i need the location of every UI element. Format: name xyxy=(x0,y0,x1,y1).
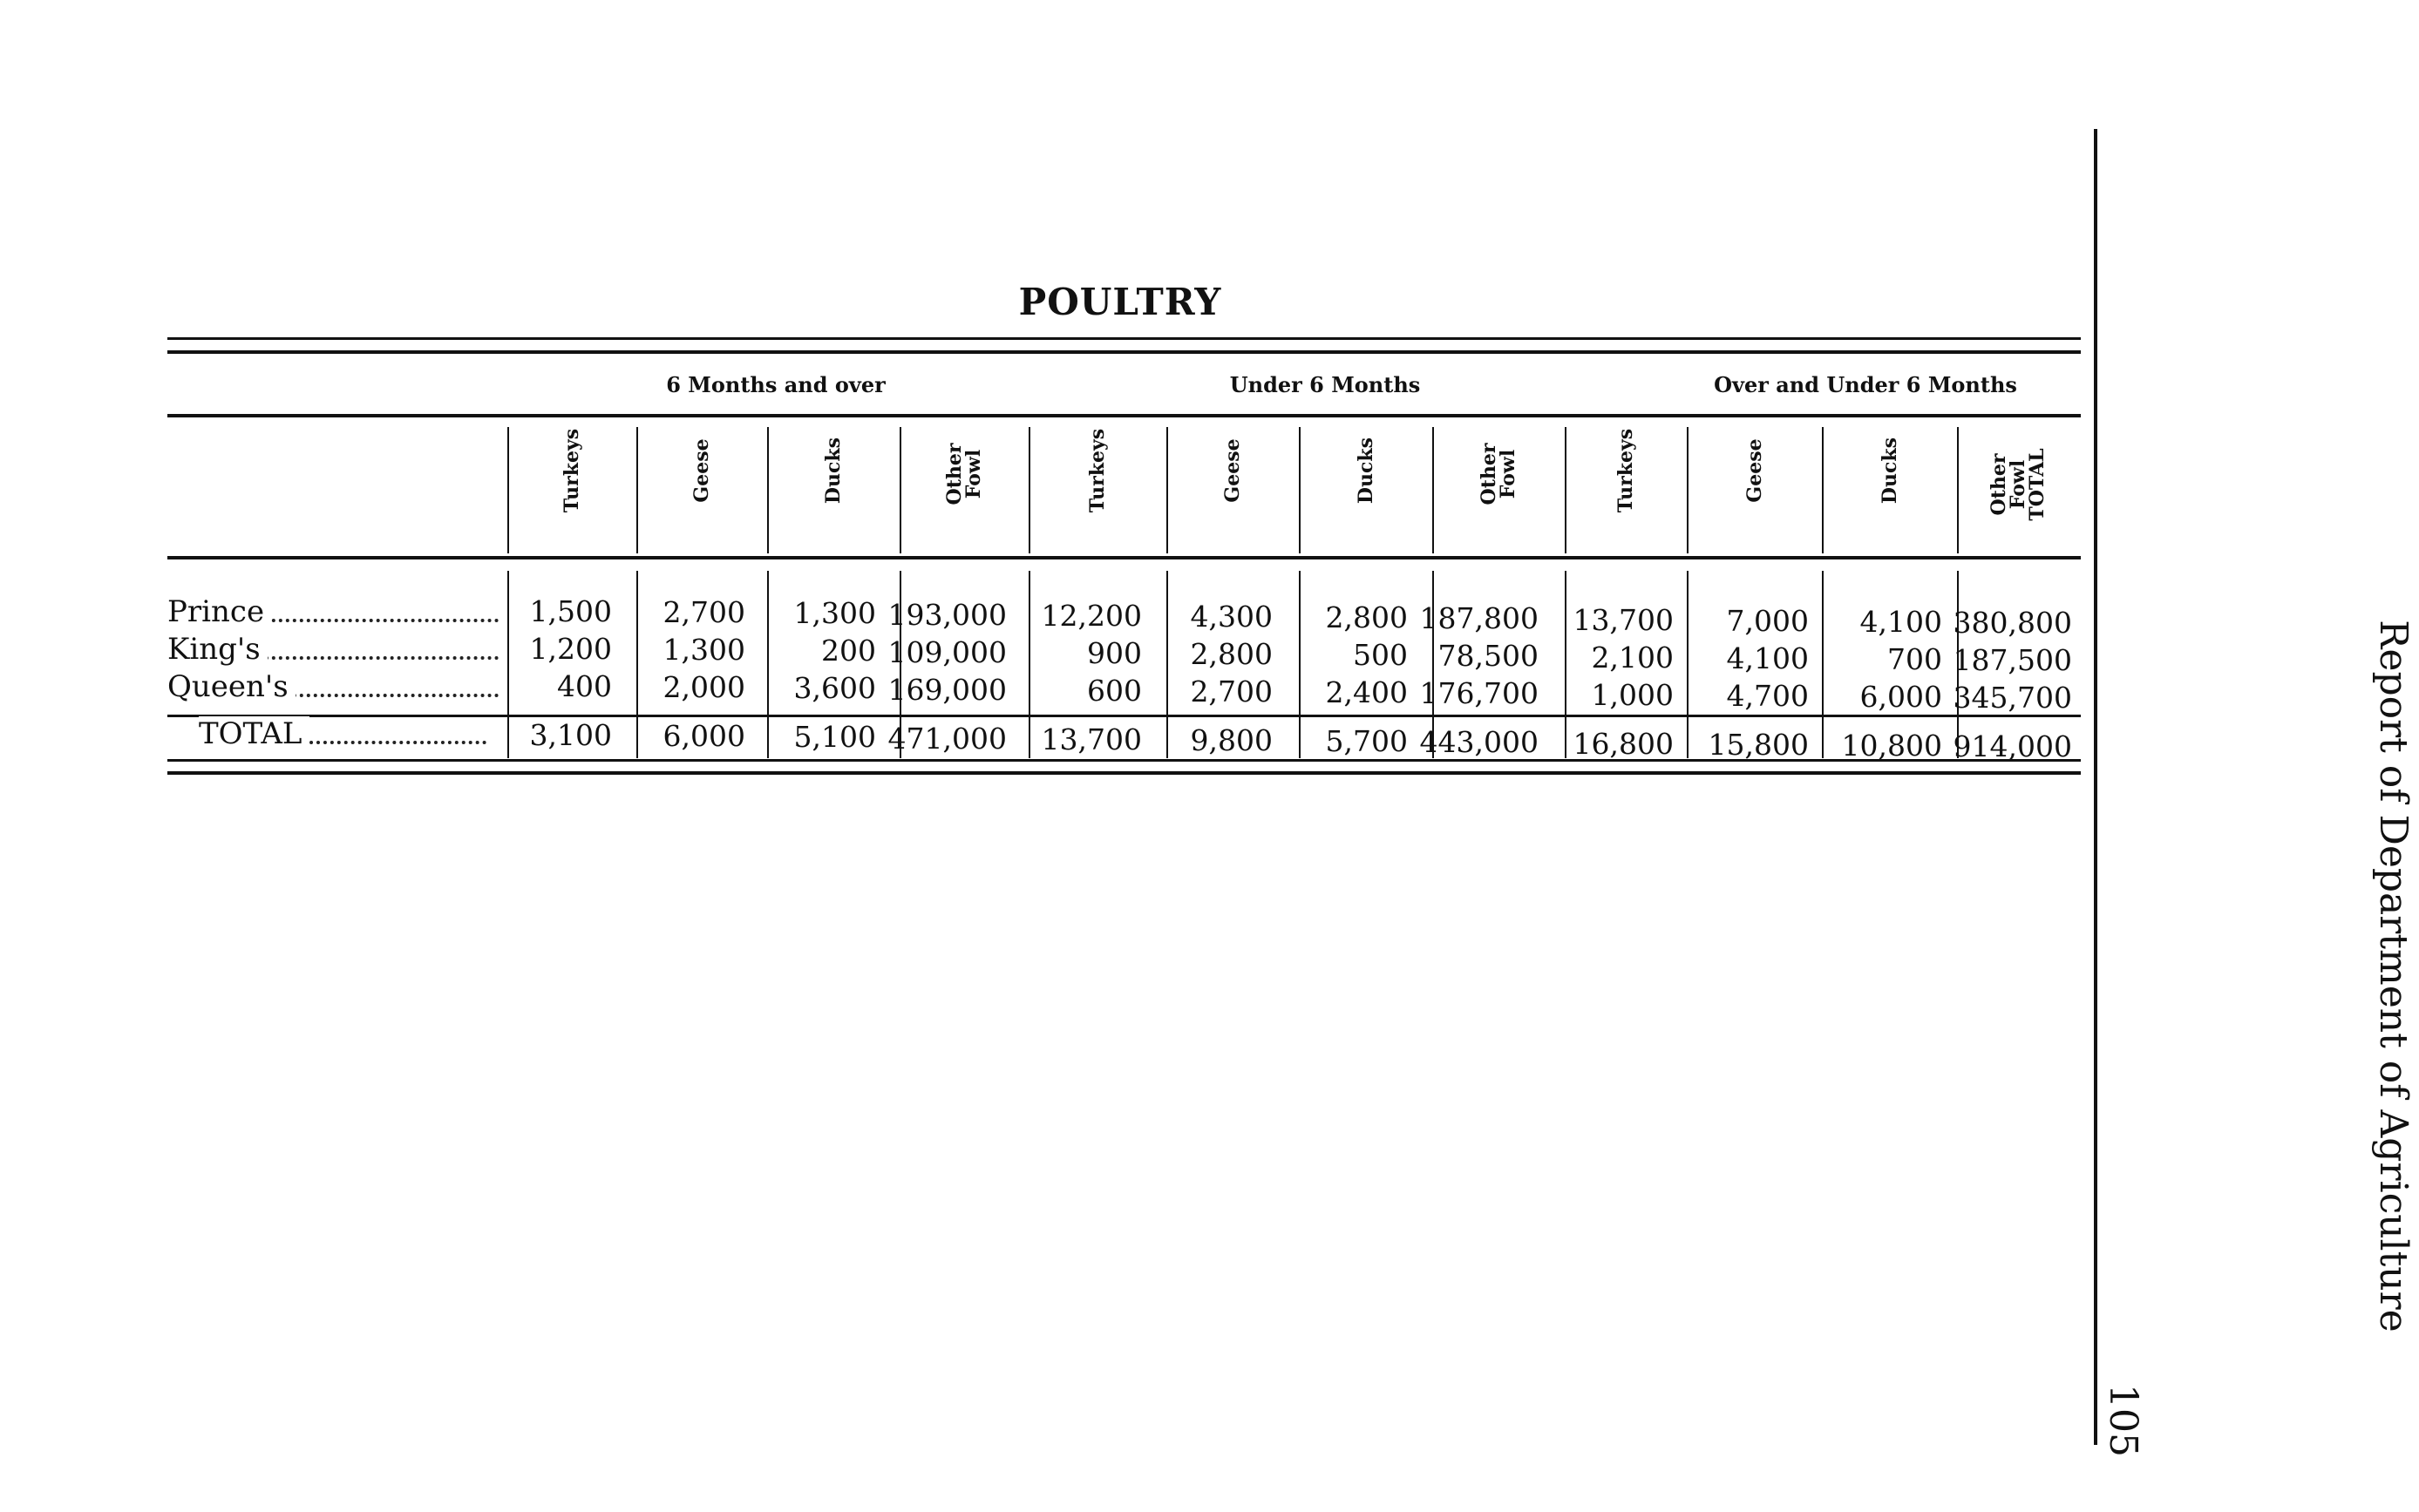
column-header-under-6m-other-fowl xyxy=(1478,387,1519,561)
header-separator xyxy=(1687,427,1689,553)
column-header-6m-over-ducks xyxy=(816,383,851,558)
table-title: POULTRY xyxy=(1018,281,1222,323)
cell-prince-6m-over-geese: 2,700 xyxy=(663,595,745,629)
header-separator xyxy=(1565,427,1566,553)
cell-kings-under-6m-ducks: 500 xyxy=(1353,638,1408,672)
group-heading-rule xyxy=(167,414,2081,417)
column-header-line: Geese xyxy=(690,438,713,503)
header-separator xyxy=(1957,427,1959,553)
row-label-kings: King's xyxy=(167,632,499,667)
cell-total-under-6m-turkeys: 13,700 xyxy=(1041,722,1142,756)
column-header-line: Fowl xyxy=(1497,449,1519,499)
column-header-all-ages-ducks xyxy=(1872,383,1907,558)
cell-queens-under-6m-ducks: 2,400 xyxy=(1325,675,1408,709)
column-header-line: Geese xyxy=(1743,438,1766,503)
column-header-all-ages-turkeys xyxy=(1608,383,1643,558)
header-separator xyxy=(1166,427,1168,553)
cell-kings-all-ages-geese: 4,100 xyxy=(1726,641,1809,675)
cell-prince-6m-over-turkeys: 1,500 xyxy=(529,594,612,628)
cell-prince-under-6m-other-fowl: 187,800 xyxy=(1419,601,1539,635)
cell-prince-under-6m-geese: 4,300 xyxy=(1190,600,1273,634)
cell-total-all-ages-ducks: 10,800 xyxy=(1841,729,1942,763)
column-header-line: Other xyxy=(1478,443,1500,505)
header-separator xyxy=(900,427,901,553)
cell-prince-all-ages-turkeys: 13,700 xyxy=(1573,603,1674,637)
cell-total-6m-over-geese: 6,000 xyxy=(663,719,745,753)
column-header-line: Other xyxy=(1988,453,2010,516)
top-rule-thin xyxy=(167,337,2081,340)
cell-kings-under-6m-turkeys: 900 xyxy=(1087,636,1142,670)
column-header-line: Ducks xyxy=(1878,437,1901,505)
header-separator xyxy=(1029,427,1030,553)
header-separator xyxy=(767,427,769,553)
cell-total-6m-over-ducks: 5,100 xyxy=(793,720,876,754)
cell-total-under-6m-geese: 9,800 xyxy=(1190,723,1273,757)
cell-total-6m-over-turkeys: 3,100 xyxy=(529,718,612,752)
cell-total-under-6m-other-fowl: 443,000 xyxy=(1419,725,1539,759)
cell-kings-under-6m-geese: 2,800 xyxy=(1190,637,1273,671)
group-heading-over-and-under-6-months: Over and Under 6 Months xyxy=(1714,372,2017,397)
column-header-line: Geese xyxy=(1221,438,1244,503)
column-header-under-6m-geese xyxy=(1215,383,1250,558)
cell-prince-all-ages-geese: 7,000 xyxy=(1726,604,1809,638)
page-number: 105 xyxy=(2101,1384,2145,1457)
column-header-line: TOTAL xyxy=(2026,448,2049,521)
cell-kings-under-6m-other-fowl: 78,500 xyxy=(1437,639,1539,673)
column-header-under-6m-ducks xyxy=(1349,383,1383,558)
column-header-line: Turkeys xyxy=(1614,428,1637,513)
group-heading-6-months-and-over: 6 Months and over xyxy=(666,372,886,397)
cell-kings-all-ages-turkeys: 2,100 xyxy=(1591,641,1674,675)
header-separator xyxy=(1822,427,1824,553)
side-margin-rule xyxy=(2094,129,2097,1445)
header-bottom-rule xyxy=(167,556,2081,559)
cell-queens-under-6m-other-fowl: 176,700 xyxy=(1419,676,1539,710)
row-label-queens: Queen's xyxy=(167,669,499,704)
cell-kings-all-ages-other-fowl: 187,500 xyxy=(1953,643,2072,677)
running-title: Report of Department of Agriculture xyxy=(2371,620,2416,1332)
cell-total-all-ages-geese: 15,800 xyxy=(1708,728,1809,762)
cell-kings-6m-over-turkeys: 1,200 xyxy=(529,632,612,666)
cell-prince-all-ages-other-fowl: 380,800 xyxy=(1953,606,2072,640)
column-header-under-6m-turkeys xyxy=(1080,383,1115,558)
cell-queens-all-ages-ducks: 6,000 xyxy=(1859,680,1942,714)
cell-prince-under-6m-ducks: 2,800 xyxy=(1325,600,1408,634)
cell-queens-6m-over-ducks: 3,600 xyxy=(793,671,876,705)
column-header-line: Other xyxy=(943,443,966,505)
column-header-line: Ducks xyxy=(1354,437,1377,505)
column-header-line: Fowl xyxy=(2007,459,2029,510)
cell-prince-6m-over-ducks: 1,300 xyxy=(793,596,876,630)
column-header-6m-over-other-fowl xyxy=(943,387,985,561)
cell-queens-all-ages-geese: 4,700 xyxy=(1726,679,1809,713)
cell-total-under-6m-ducks: 5,700 xyxy=(1325,724,1408,758)
column-header-6m-over-geese xyxy=(684,383,719,558)
cell-prince-under-6m-turkeys: 12,200 xyxy=(1041,599,1142,633)
cell-kings-6m-over-other-fowl: 109,000 xyxy=(887,635,1007,669)
cell-prince-6m-over-other-fowl: 193,000 xyxy=(887,598,1007,632)
column-header-line: Turkeys xyxy=(1086,428,1109,513)
table-end-rule xyxy=(167,771,2081,775)
cell-prince-all-ages-ducks: 4,100 xyxy=(1859,605,1942,639)
cell-kings-6m-over-geese: 1,300 xyxy=(663,633,745,667)
column-header-line: Fowl xyxy=(962,449,985,499)
column-header-line: Ducks xyxy=(822,437,845,505)
row-label-total: TOTAL xyxy=(199,716,486,751)
column-header-all-ages-other-fowl xyxy=(1987,397,2049,572)
top-rule-thick xyxy=(167,350,2081,354)
column-header-6m-over-turkeys xyxy=(554,383,589,558)
column-header-all-ages-geese xyxy=(1737,383,1772,558)
cell-queens-all-ages-turkeys: 1,000 xyxy=(1591,678,1674,712)
cell-total-all-ages-turkeys: 16,800 xyxy=(1573,727,1674,761)
header-separator xyxy=(1299,427,1301,553)
group-heading-under-6-months: Under 6 Months xyxy=(1229,372,1421,397)
header-separator xyxy=(507,427,509,553)
cell-queens-under-6m-turkeys: 600 xyxy=(1087,674,1142,708)
cell-queens-all-ages-other-fowl: 345,700 xyxy=(1953,681,2072,715)
cell-kings-all-ages-ducks: 700 xyxy=(1887,642,1942,676)
column-header-line: Turkeys xyxy=(561,428,583,513)
cell-total-all-ages-other-fowl: 914,000 xyxy=(1953,729,2072,763)
cell-kings-6m-over-ducks: 200 xyxy=(821,634,876,668)
cell-queens-6m-over-turkeys: 400 xyxy=(557,669,612,703)
cell-queens-6m-over-geese: 2,000 xyxy=(663,670,745,704)
cell-queens-6m-over-other-fowl: 169,000 xyxy=(887,673,1007,707)
header-separator xyxy=(1432,427,1434,553)
row-label-prince: Prince xyxy=(167,594,499,629)
cell-total-6m-over-other-fowl: 471,000 xyxy=(887,722,1007,756)
cell-queens-under-6m-geese: 2,700 xyxy=(1190,675,1273,709)
header-separator xyxy=(636,427,638,553)
